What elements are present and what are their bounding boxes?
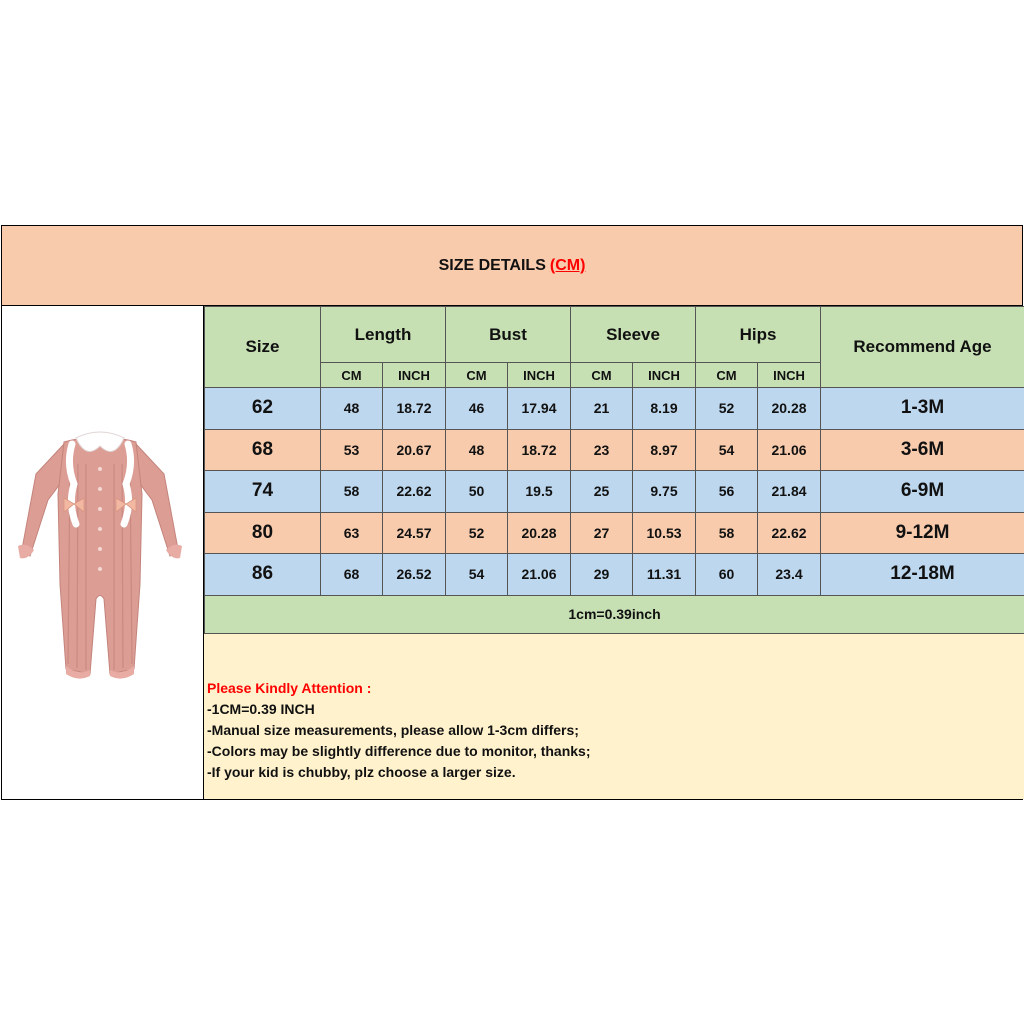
sleeve-cm-cell: 29 bbox=[571, 554, 633, 596]
table-row bbox=[205, 429, 1024, 471]
sleeve-cm-cell: 21 bbox=[571, 388, 633, 430]
attention-line: -Colors may be slightly difference due to monitor, thanks; bbox=[207, 743, 591, 759]
length-cm-cell: 63 bbox=[321, 512, 383, 554]
sleeve-cm-cell: 23 bbox=[571, 429, 633, 471]
table-row bbox=[205, 554, 1024, 596]
attention-title: Please Kindly Attention : bbox=[207, 680, 372, 696]
sleeve-inch-cell: 8.97 bbox=[633, 429, 696, 471]
attention-line: -1CM=0.39 INCH bbox=[207, 701, 315, 717]
sleeve-column-header: Sleeve bbox=[571, 307, 696, 363]
size-cell: 80 bbox=[205, 512, 321, 554]
sleeve-cm-subheader: CM bbox=[571, 363, 633, 388]
bust-cm-cell: 46 bbox=[446, 388, 508, 430]
bust-cm-cell: 50 bbox=[446, 471, 508, 513]
hips-cm-subheader: CM bbox=[696, 363, 758, 388]
hips-inch-cell: 22.62 bbox=[758, 512, 821, 554]
hips-cm-cell: 54 bbox=[696, 429, 758, 471]
hips-cm-cell: 56 bbox=[696, 471, 758, 513]
size-column-header: Size bbox=[205, 307, 321, 388]
hips-inch-cell: 21.06 bbox=[758, 429, 821, 471]
header-unit: (CM) bbox=[549, 256, 586, 274]
bust-inch-cell: 21.06 bbox=[508, 554, 571, 596]
length-inch-cell: 24.57 bbox=[383, 512, 446, 554]
recommend-age-column-header: Recommend Age bbox=[821, 307, 1024, 388]
bust-column-header: Bust bbox=[446, 307, 571, 363]
sleeve-inch-cell: 11.31 bbox=[633, 554, 696, 596]
size-cell: 68 bbox=[205, 429, 321, 471]
age-cell: 1-3M bbox=[821, 388, 1024, 430]
sleeve-inch-cell: 8.19 bbox=[633, 388, 696, 430]
size-cell: 62 bbox=[205, 388, 321, 430]
product-image-panel bbox=[2, 306, 204, 799]
sleeve-inch-cell: 10.53 bbox=[633, 512, 696, 554]
hips-inch-cell: 21.84 bbox=[758, 471, 821, 513]
age-cell: 9-12M bbox=[821, 512, 1024, 554]
size-details-header bbox=[2, 226, 1022, 306]
baby-romper-image bbox=[14, 424, 186, 684]
attention-line: -If your kid is chubby, plz choose a larger size. bbox=[207, 764, 516, 780]
hips-cm-cell: 60 bbox=[696, 554, 758, 596]
bust-inch-cell: 19.5 bbox=[508, 471, 571, 513]
length-cm-cell: 58 bbox=[321, 471, 383, 513]
age-cell: 6-9M bbox=[821, 471, 1024, 513]
bust-cm-cell: 52 bbox=[446, 512, 508, 554]
length-inch-cell: 20.67 bbox=[383, 429, 446, 471]
sleeve-inch-subheader: INCH bbox=[633, 363, 696, 388]
length-inch-cell: 18.72 bbox=[383, 388, 446, 430]
table-row bbox=[205, 512, 1024, 554]
age-cell: 12-18M bbox=[821, 554, 1024, 596]
attention-line: -Manual size measurements, please allow 1-3cm differs; bbox=[207, 722, 579, 738]
hips-column-header: Hips bbox=[696, 307, 821, 363]
sleeve-inch-cell: 9.75 bbox=[633, 471, 696, 513]
length-column-header: Length bbox=[321, 307, 446, 363]
size-cell: 74 bbox=[205, 471, 321, 513]
length-cm-cell: 53 bbox=[321, 429, 383, 471]
size-table bbox=[204, 306, 1024, 634]
bust-cm-cell: 54 bbox=[446, 554, 508, 596]
attention-notes bbox=[204, 633, 1024, 799]
hips-inch-cell: 23.4 bbox=[758, 554, 821, 596]
hips-inch-cell: 20.28 bbox=[758, 388, 821, 430]
hips-cm-cell: 58 bbox=[696, 512, 758, 554]
length-cm-cell: 48 bbox=[321, 388, 383, 430]
bust-inch-cell: 20.28 bbox=[508, 512, 571, 554]
sleeve-cm-cell: 25 bbox=[571, 471, 633, 513]
bust-inch-cell: 17.94 bbox=[508, 388, 571, 430]
hips-inch-subheader: INCH bbox=[758, 363, 821, 388]
length-inch-subheader: INCH bbox=[383, 363, 446, 388]
bust-cm-subheader: CM bbox=[446, 363, 508, 388]
length-inch-cell: 26.52 bbox=[383, 554, 446, 596]
sleeve-cm-cell: 27 bbox=[571, 512, 633, 554]
table-row bbox=[205, 388, 1024, 430]
bust-inch-subheader: INCH bbox=[508, 363, 571, 388]
age-cell: 3-6M bbox=[821, 429, 1024, 471]
table-row bbox=[205, 471, 1024, 513]
size-chart bbox=[1, 225, 1023, 800]
length-inch-cell: 22.62 bbox=[383, 471, 446, 513]
bust-inch-cell: 18.72 bbox=[508, 429, 571, 471]
length-cm-subheader: CM bbox=[321, 363, 383, 388]
length-cm-cell: 68 bbox=[321, 554, 383, 596]
size-cell: 86 bbox=[205, 554, 321, 596]
conversion-note: 1cm=0.39inch bbox=[205, 595, 1024, 633]
hips-cm-cell: 52 bbox=[696, 388, 758, 430]
bust-cm-cell: 48 bbox=[446, 429, 508, 471]
header-title: SIZE DETAILS bbox=[438, 256, 546, 274]
